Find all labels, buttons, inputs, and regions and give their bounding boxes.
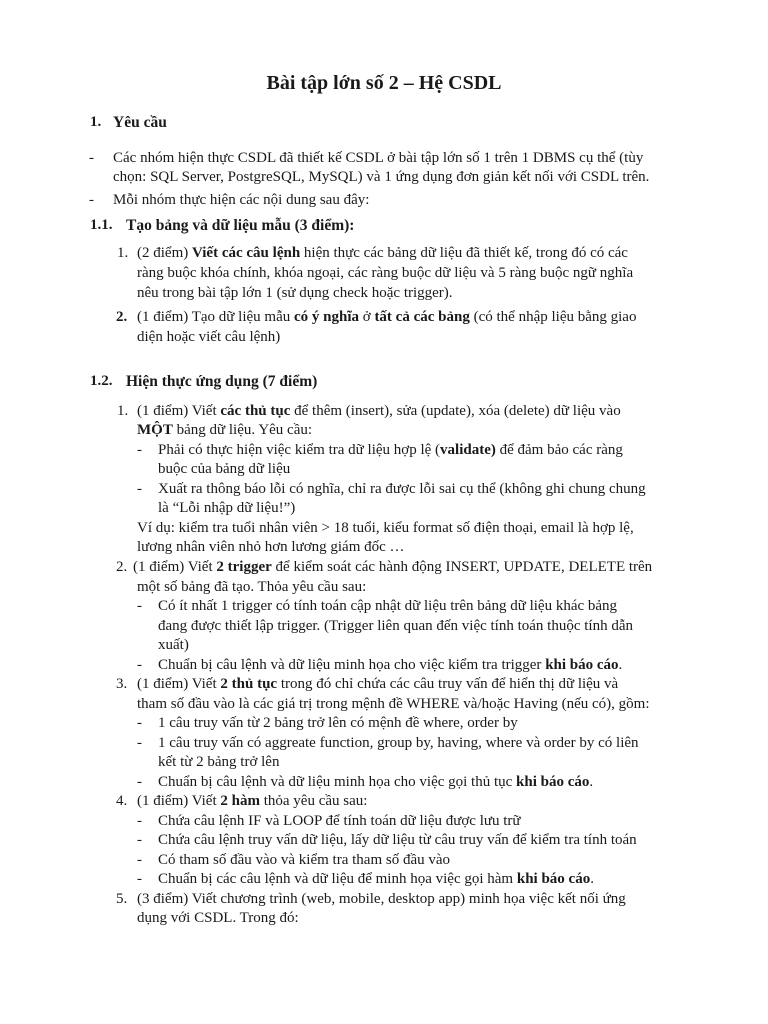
s12-item-3-dash-3: Chuẩn bị câu lệnh và dữ liệu minh họa cho việc gọi thủ tục khi báo cáo. bbox=[158, 774, 594, 790]
s12-item-4-dash-4: Chuẩn bị các câu lệnh và dữ liệu để minh họa việc gọi hàm khi báo cáo. bbox=[158, 871, 594, 887]
bullet-dash: - bbox=[89, 150, 94, 166]
s12-item-5-line-1: (3 điểm) Viết chương trình (web, mobile, desktop app) minh họa việc kết nối ứng bbox=[137, 891, 626, 907]
section-1-heading: Yêu cầu bbox=[113, 114, 167, 131]
s11-item-1-line-1: (2 điểm) Viết các câu lệnh hiện thực các bảng dữ liệu đã thiết kế, trong đó có các bbox=[137, 245, 628, 261]
s12-item-1-example-line-1: Ví dụ: kiểm tra tuổi nhân viên > 18 tuổi, kiểu format số điện thoại, email là hợp lệ, bbox=[137, 520, 634, 536]
item-number: 2. bbox=[116, 309, 128, 325]
section-1-2-heading: Hiện thực ứng dụng (7 điểm) bbox=[126, 373, 318, 390]
s12-item-1-dash-1-line-1: Phải có thực hiện việc kiểm tra dữ liệu hợp lệ (validate) để đảm bảo các ràng bbox=[158, 442, 623, 458]
item-number: 1. bbox=[117, 245, 129, 261]
s12-item-3-line-2: tham số đầu vào là các giá trị trong mệnh đề WHERE và/hoặc Having (nếu có), gồm: bbox=[137, 696, 650, 712]
bullet-dash: - bbox=[137, 852, 142, 868]
s12-item-5-line-2: dụng với CSDL. Trong đó: bbox=[137, 910, 299, 926]
bullet-dash: - bbox=[137, 442, 142, 458]
s12-item-1-example-line-2: lương nhân viên nhỏ hơn lương giám đốc … bbox=[137, 539, 405, 555]
s12-item-2-dash-1-line-1: Có ít nhất 1 trigger có tính toán cập nhật dữ liệu trên bảng dữ liệu khác bảng bbox=[158, 598, 618, 614]
bullet-dash: - bbox=[137, 657, 142, 673]
s11-item-1-line-3: nêu trong bài tập lớn 1 (sử dụng check hoặc trigger). bbox=[137, 285, 453, 301]
s12-item-3-dash-2-line-1: 1 câu truy vấn có aggreate function, group by, having, where và order by có liên bbox=[158, 735, 639, 751]
s12-item-2-line-2: một số bảng đã tạo. Thỏa yêu cầu sau: bbox=[137, 579, 367, 595]
s12-item-1-line-2: MỘT bảng dữ liệu. Yêu cầu: bbox=[137, 422, 313, 438]
s12-item-4-dash-2: Chứa câu lệnh truy vấn dữ liệu, lấy dữ liệu từ câu truy vấn để kiểm tra tính toán bbox=[158, 832, 637, 848]
bullet-dash: - bbox=[137, 598, 142, 614]
s12-item-1-dash-2-line-2: là “Lỗi nhập dữ liệu!”) bbox=[158, 500, 296, 516]
page-title: Bài tập lớn số 2 – Hệ CSDL bbox=[266, 72, 502, 94]
s12-item-1-dash-2-line-1: Xuất ra thông báo lỗi có nghĩa, chỉ ra được lỗi sai cụ thể (không ghi chung chung bbox=[158, 481, 646, 497]
item-number: 3. bbox=[116, 676, 128, 692]
s12-item-2-dash-1-line-3: xuất) bbox=[158, 637, 189, 653]
item-number: 5. bbox=[116, 891, 128, 907]
bullet-dash: - bbox=[137, 735, 142, 751]
intro-bullet-1-line-1: Các nhóm hiện thực CSDL đã thiết kế CSDL ở bài tập lớn số 1 trên 1 DBMS cụ thể (tùy bbox=[113, 150, 644, 166]
section-1-2-number: 1.2. bbox=[90, 373, 113, 389]
s12-item-2-dash-2: Chuẩn bị câu lệnh và dữ liệu minh họa cho việc kiểm tra trigger khi báo cáo. bbox=[158, 657, 623, 673]
section-1-number: 1. bbox=[90, 114, 102, 130]
s11-item-1-line-2: ràng buộc khóa chính, khóa ngoại, các ràng buộc dữ liệu và 5 ràng buộc ngữ nghĩa bbox=[137, 265, 634, 281]
bullet-dash: - bbox=[137, 715, 142, 731]
item-number: 1. bbox=[117, 403, 129, 419]
s12-item-1-line-1: (1 điểm) Viết các thủ tục để thêm (insert), sửa (update), xóa (delete) dữ liệu vào bbox=[137, 403, 621, 419]
s12-item-4-line-1: (1 điểm) Viết 2 hàm thỏa yêu cầu sau: bbox=[137, 793, 368, 809]
s12-item-3-dash-2-line-2: kết từ 2 bảng trở lên bbox=[158, 754, 280, 770]
s11-item-2-line-2: diện hoặc viết câu lệnh) bbox=[137, 329, 281, 345]
section-1-1-heading: Tạo bảng và dữ liệu mẫu (3 điểm): bbox=[126, 217, 355, 234]
s11-item-2-line-1: (1 điểm) Tạo dữ liệu mẫu có ý nghĩa ở tất cả các bảng (có thể nhập liệu bằng giao bbox=[137, 309, 637, 325]
item-number: 2. bbox=[116, 559, 128, 575]
bullet-dash: - bbox=[89, 192, 94, 208]
s12-item-2-line-1: (1 điểm) Viết 2 trigger để kiểm soát các hành động INSERT, UPDATE, DELETE trên bbox=[133, 559, 653, 575]
s12-item-3-dash-1: 1 câu truy vấn từ 2 bảng trở lên có mệnh đề where, order by bbox=[158, 715, 518, 731]
s12-item-4-dash-1: Chứa câu lệnh IF và LOOP để tính toán dữ liệu được lưu trữ bbox=[158, 813, 521, 829]
s12-item-1-dash-1-line-2: buộc của bảng dữ liệu bbox=[158, 461, 291, 477]
bullet-dash: - bbox=[137, 774, 142, 790]
bullet-dash: - bbox=[137, 481, 142, 497]
s12-item-3-line-1: (1 điểm) Viết 2 thủ tục trong đó chỉ chứa các câu truy vấn để hiển thị dữ liệu và bbox=[137, 676, 619, 692]
bullet-dash: - bbox=[137, 832, 142, 848]
intro-bullet-2: Mỗi nhóm thực hiện các nội dung sau đây: bbox=[113, 192, 370, 208]
item-number: 4. bbox=[116, 793, 128, 809]
intro-bullet-1-line-2: chọn: SQL Server, PostgreSQL, MySQL) và 1 ứng dụng đơn giản kết nối với CSDL trên. bbox=[113, 169, 650, 185]
s12-item-2-dash-1-line-2: đang được thiết lập trigger. (Trigger liên quan đến việc tính toán thuộc tính dẫn bbox=[158, 618, 633, 634]
section-1-1-number: 1.1. bbox=[90, 217, 113, 233]
s12-item-4-dash-3: Có tham số đầu vào và kiểm tra tham số đầu vào bbox=[158, 852, 451, 868]
bullet-dash: - bbox=[137, 871, 142, 887]
bullet-dash: - bbox=[137, 813, 142, 829]
